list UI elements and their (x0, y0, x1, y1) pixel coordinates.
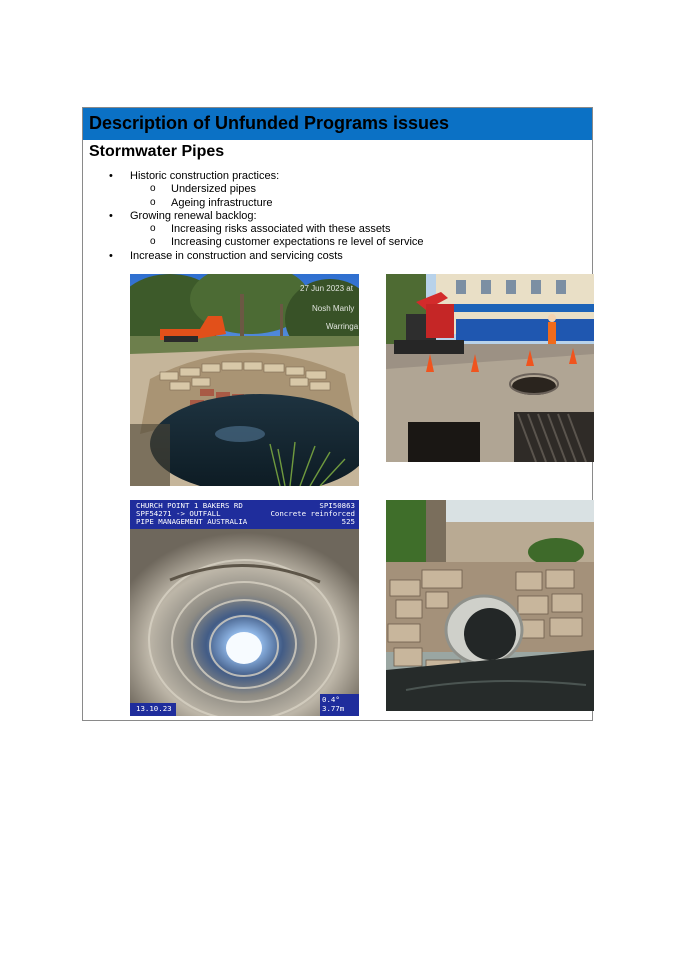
sub-bullet-item: o Undersized pipes (107, 183, 424, 196)
bullet-item: • Historic construction practices: (107, 170, 424, 183)
cctv-pipe-id: SPI50863 (319, 501, 355, 510)
cctv-date: 13.10.23 (136, 704, 172, 713)
cctv-inspection-photo (130, 500, 359, 716)
street-works-photo (386, 274, 594, 462)
cctv-location: CHURCH POINT 1 BAKERS RD (136, 501, 243, 510)
photo-location: Nosh Manly (312, 304, 355, 313)
excavation-photo (130, 274, 359, 486)
bullet-item: • Increase in construction and servicing costs (107, 250, 424, 263)
cctv-diameter: 525 (341, 517, 355, 526)
cctv-distance: 3.77m (322, 704, 345, 713)
sub-bullet-item: o Increasing risks associated with these assets (107, 223, 424, 236)
sub-bullet-item: o Increasing customer expectations re level of service (107, 236, 424, 249)
photo-timestamp: 27 Jun 2023 at (300, 284, 353, 293)
photo-location-2: Warringa (326, 322, 359, 331)
banner-title: Description of Unfunded Programs issues (89, 113, 450, 133)
bullet-item: • Growing renewal backlog: (107, 210, 424, 223)
cctv-material: Concrete reinforced (270, 509, 355, 518)
cctv-angle: 0.4° (322, 695, 340, 704)
cctv-segment: SPF54271 -> OUTFALL (136, 509, 221, 518)
outfall-photo (386, 500, 594, 711)
cctv-company: PIPE MANAGEMENT AUSTRALIA (136, 517, 248, 526)
bullet-list (107, 170, 424, 263)
section-title: Stormwater Pipes (89, 143, 225, 160)
sub-bullet-item: o Ageing infrastructure (107, 197, 424, 210)
title-banner (83, 108, 592, 140)
slide-frame (82, 107, 593, 721)
